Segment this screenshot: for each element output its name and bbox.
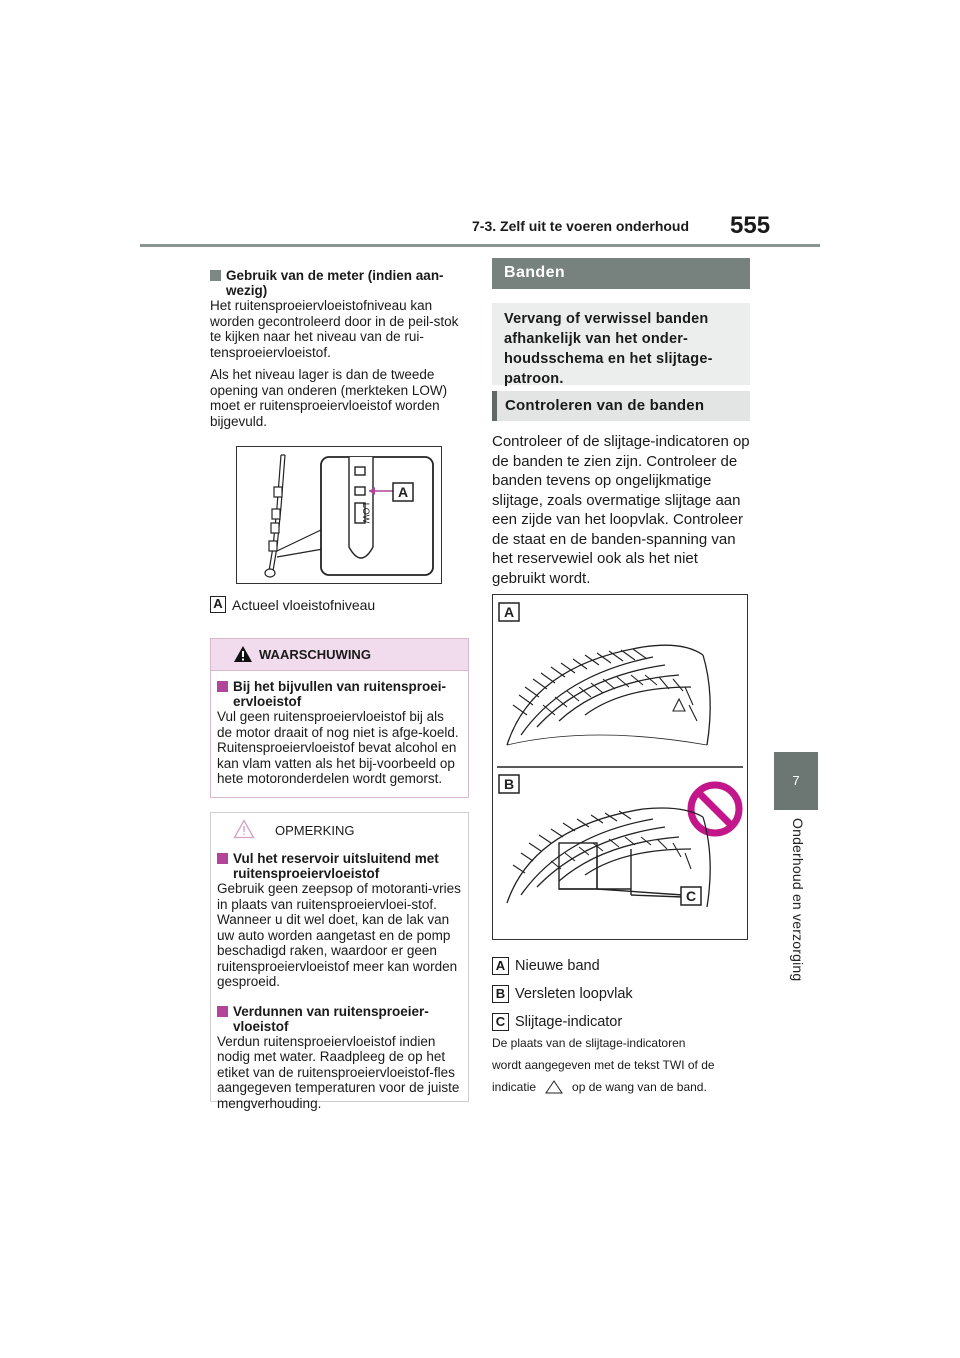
twi-note-line-2: wordt aangegeven met de tekst TWI of de [492, 1058, 715, 1072]
tire-legend [492, 952, 750, 1036]
note-heading-2-text: Verdunnen van ruitensproeier-vloeistof [233, 1003, 429, 1034]
page-number: 555 [730, 212, 771, 239]
bullet-square-icon [210, 270, 221, 281]
legend-label-b: B [492, 985, 509, 1003]
tire-label-c: C [685, 888, 697, 904]
wear-indicator-triangle-icon [544, 1079, 564, 1095]
warning-heading [217, 679, 462, 709]
warning-header [211, 639, 468, 671]
note-header [211, 813, 468, 847]
twi-note-line-3-pre: indicatie [492, 1080, 537, 1094]
legend-label-a: A [492, 957, 509, 975]
warning-heading-text: Bij het bijvullen van ruitensproei-ervloeistof [233, 679, 447, 709]
legend-row-b [492, 980, 750, 1008]
note-title: OPMERKING [275, 823, 355, 838]
tire-check-paragraph: Controleer of de slijtage-indicatoren op de banden te zien zijn. Controleer de banden tevens op ongelijkmatige slijtage, zoals overmatige slijtage aan een zijde van het loopvlak. Controleer de staat en de banden-spanning van het reservewiel ook als het niet gebruikt wordt. [492, 433, 750, 587]
legend-text-b: Versleten loopvlak [515, 986, 633, 1002]
note-heading-1-text: Vul het reservoir uitsluitend met ruitensproeiervloeistof [233, 851, 439, 881]
section-heading-banden: Banden [492, 258, 750, 289]
dipstick-figure [236, 446, 442, 584]
meter-heading [210, 268, 470, 298]
tire-label-b: B [503, 776, 515, 792]
section-title: 7-3. Zelf uit te voeren onderhoud [472, 218, 690, 234]
low-mark-text: LOW [361, 502, 371, 524]
legend-text-a: Nieuwe band [515, 958, 600, 974]
tire-figure [492, 594, 748, 940]
twi-note [492, 1032, 750, 1098]
left-column [210, 268, 470, 429]
bullet-square-icon [217, 853, 228, 864]
caution-triangle-icon [233, 819, 255, 839]
legend-row-a [492, 952, 750, 980]
note-box [210, 812, 469, 1111]
chapter-tab: 7 [774, 752, 818, 810]
twi-note-line-3-post: op de wang van de band. [572, 1080, 707, 1094]
caption-text: Actueel vloeistofniveau [232, 596, 376, 613]
tire-illustration [493, 595, 747, 939]
bullet-square-icon [217, 681, 228, 692]
note-text-1: Gebruik geen zeepsop of motoranti-vries in plaats van ruitensproeiervloei-stof. Wanneer u dit wel doet, kan de lak van uw auto worden aangetast en de pomp beschadigd raken, waardoor er geen ruitensproeiervloeistof meer kan worden gesproeid. [217, 881, 461, 989]
note-text-2: Verdun ruitensproeiervloeistof indien nodig met water. Raadpleeg de op het etiket van de ruitensproeiervloeistof-fles aangegeven temperaturen voor de juiste mengverhouding. [217, 1033, 460, 1111]
tire-label-a: A [503, 604, 515, 620]
meter-paragraph-1: Het ruitensproeiervloeistofniveau kan worden gecontroleerd door in de peil-stok te kijken naar het niveau van de rui-tensproeiervloeistof. [210, 298, 459, 360]
figure-caption [210, 596, 375, 613]
warning-box [210, 638, 469, 798]
callout-box: Vervang of verwissel banden afhankelijk van het onder-houdsschema en het slijtage-patroon. [492, 303, 750, 385]
warning-text: Vul geen ruitensproeiervloeistof bij als de motor draait of nog niet is afge-koeld. Ruitensproeiervloeistof bevat alcohol en kan vlam vatten als het bij-voorbeeld op hete motoronderdelen wordt gemorst. [217, 709, 459, 786]
note-heading-1 [217, 851, 462, 881]
warning-triangle-icon [233, 645, 253, 663]
twi-note-line-3 [492, 1076, 750, 1098]
right-column [492, 258, 750, 587]
meter-heading-text: Gebruik van de meter (indien aan- wezig) [226, 268, 444, 298]
figure-label-a: A [397, 484, 409, 500]
header-divider [140, 244, 820, 247]
note-heading-2 [217, 1004, 462, 1034]
twi-note-line-1: De plaats van de slijtage-indicatoren [492, 1036, 686, 1050]
bullet-square-icon [217, 1006, 228, 1017]
warning-title: WAARSCHUWING [259, 647, 371, 662]
legend-label-c: C [492, 1013, 509, 1031]
subsection-heading: Controleren van de banden [492, 391, 750, 421]
dipstick-illustration [237, 447, 441, 583]
meter-paragraph-2: Als het niveau lager is dan de tweede opening van onderen (merkteken LOW) moet er ruitensproeiervloeistof worden bijgevuld. [210, 367, 448, 429]
caption-label-a: A [210, 596, 226, 613]
chapter-title: Onderhoud en verzorging [790, 818, 806, 982]
legend-text-c: Slijtage-indicator [515, 1014, 623, 1030]
